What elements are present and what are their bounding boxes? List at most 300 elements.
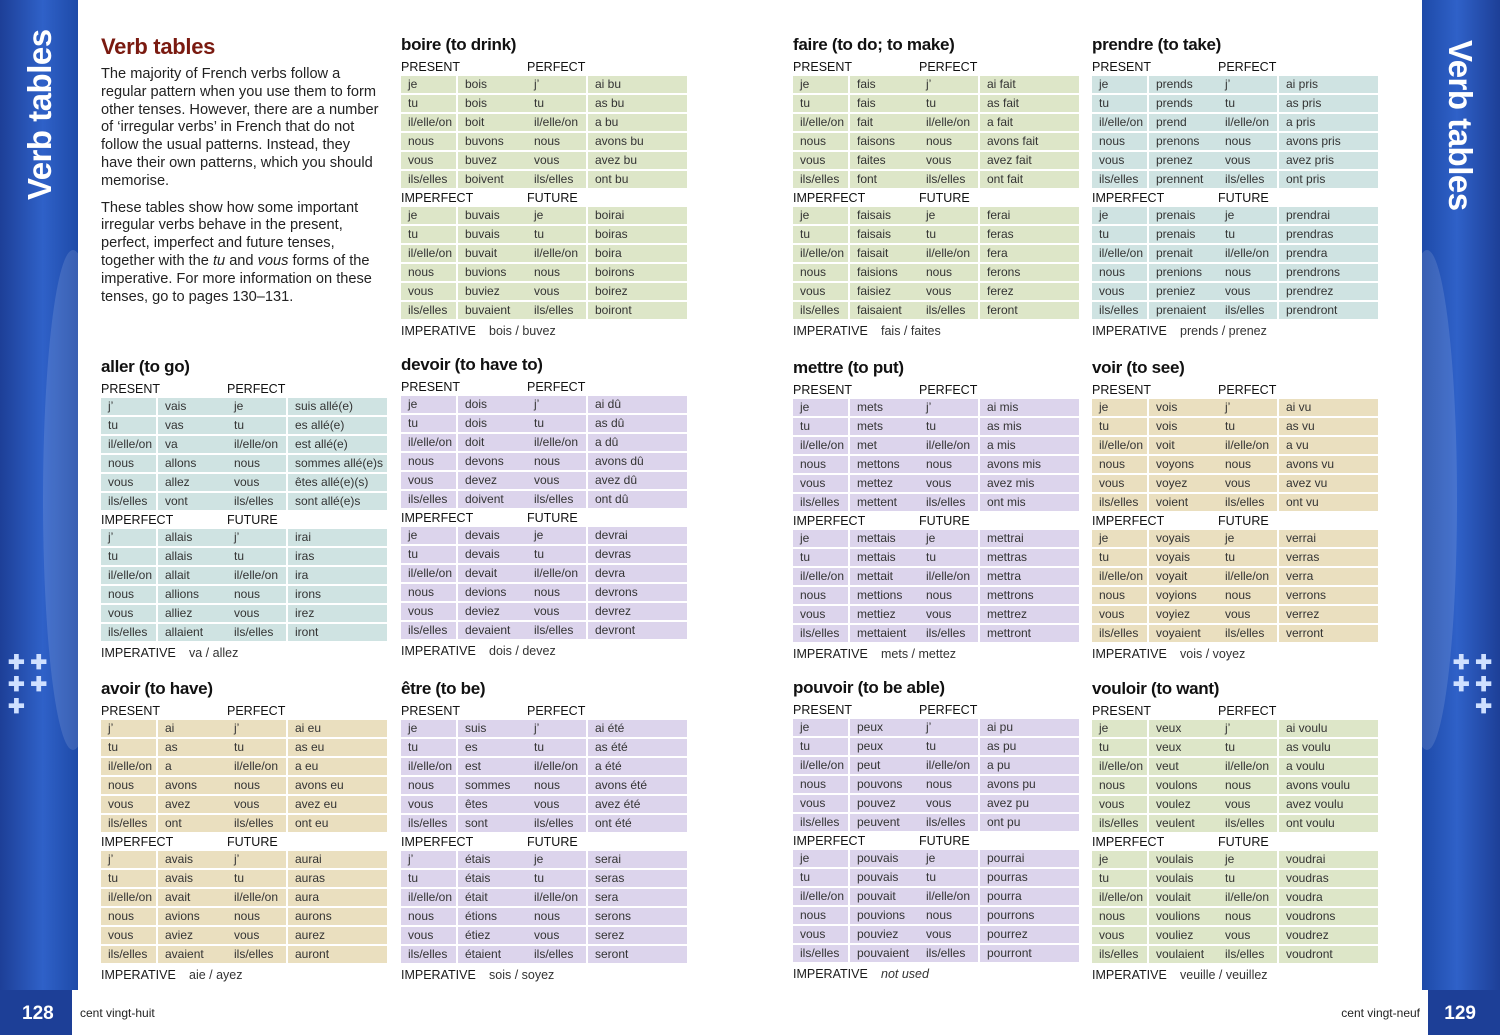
tense-present <box>101 703 227 834</box>
verb-form-cell: étais <box>458 851 527 868</box>
verb-form-cell: mettrez <box>980 606 1079 623</box>
conjugation-row <box>1092 207 1218 224</box>
verb-form-cell: mettez <box>850 475 919 492</box>
tense-present <box>401 379 527 510</box>
conjugation-row <box>401 889 527 906</box>
side-title-left: Verb tables <box>21 29 58 200</box>
tense-imperfect <box>401 834 527 965</box>
conjugation-row <box>527 927 687 944</box>
verb-form-cell: vas <box>158 417 227 434</box>
conjugation-row <box>527 908 687 925</box>
conjugation-row <box>919 95 1079 112</box>
tense-label: PERFECT <box>919 60 978 74</box>
pronoun-cell: vous <box>101 927 156 944</box>
verb-form-cell: pourront <box>980 945 1079 962</box>
verb-form-cell: aura <box>288 889 387 906</box>
tense-imperfect <box>401 510 527 641</box>
verb-form-cell: avez mis <box>980 475 1079 492</box>
pronoun-cell: tu <box>401 226 456 243</box>
tense-present <box>401 703 527 834</box>
verb-title: aller (to go) <box>101 357 190 376</box>
pronoun-cell: j’ <box>1218 399 1277 416</box>
pronoun-cell: vous <box>919 475 978 492</box>
verb-form-cell: fait <box>850 114 919 131</box>
conjugation-row <box>227 720 387 737</box>
pronoun-cell: nous <box>1092 908 1147 925</box>
conjugation-row <box>919 114 1079 131</box>
tense-label: PERFECT <box>527 60 586 74</box>
verb-form-cell: ai bu <box>588 76 687 93</box>
verb-form-cell: devais <box>458 527 527 544</box>
pronoun-cell: tu <box>793 738 848 755</box>
conjugation-row <box>401 152 527 169</box>
conjugation-row <box>401 226 527 243</box>
imperative-row <box>1092 966 1382 984</box>
conjugation-row <box>793 945 919 962</box>
verb-form-cell: va <box>158 436 227 453</box>
tense-imperfect <box>793 190 919 321</box>
conjugation-row <box>227 624 387 641</box>
verb-form-cell: mettrons <box>980 587 1079 604</box>
conjugation-row <box>793 95 919 112</box>
pronoun-cell: tu <box>401 546 456 563</box>
verb-form-cell: pourras <box>980 869 1079 886</box>
tense-present <box>793 702 919 833</box>
verb-form-cell: avez bu <box>588 152 687 169</box>
tense-pair-bottom <box>793 513 1083 644</box>
tense-perfect <box>527 59 687 190</box>
conjugation-row <box>919 494 1079 511</box>
conjugation-row <box>101 493 227 510</box>
conjugation-row <box>401 472 527 489</box>
conjugation-row <box>101 567 227 584</box>
pronoun-cell: vous <box>527 283 586 300</box>
conjugation-row <box>401 114 527 131</box>
pronoun-cell: je <box>1092 76 1147 93</box>
conjugation-row <box>793 625 919 642</box>
conjugation-row <box>919 133 1079 150</box>
verb-form-cell: buvait <box>458 245 527 262</box>
conjugation-row <box>527 527 687 544</box>
verb-form-cell: avons pu <box>980 776 1079 793</box>
conjugation-row <box>1218 456 1378 473</box>
conjugation-row <box>793 814 919 831</box>
conjugation-row <box>101 927 227 944</box>
verb-table-devoir <box>401 354 691 660</box>
pronoun-cell: tu <box>227 870 286 887</box>
conjugation-row <box>1218 418 1378 435</box>
verb-form-cell: allaient <box>158 624 227 641</box>
verb-form-cell: devait <box>458 565 527 582</box>
imperative-label: IMPERATIVE <box>793 967 868 981</box>
pronoun-cell: vous <box>101 796 156 813</box>
tense-pair-top <box>1092 59 1382 190</box>
pronoun-cell: tu <box>1218 870 1277 887</box>
pronoun-cell: ils/elles <box>101 624 156 641</box>
conjugation-row <box>1092 475 1218 492</box>
conjugation-row <box>401 245 527 262</box>
pronoun-cell: vous <box>793 152 848 169</box>
conjugation-row <box>1218 226 1378 243</box>
tense-present <box>1092 703 1218 834</box>
pronoun-cell: nous <box>527 453 586 470</box>
verb-form-cell: a eu <box>288 758 387 775</box>
pronoun-cell: vous <box>527 152 586 169</box>
tense-label: FUTURE <box>527 191 578 205</box>
verb-form-cell: faisiez <box>850 283 919 300</box>
pronoun-cell: tu <box>401 95 456 112</box>
verb-form-cell: mettions <box>850 587 919 604</box>
conjugation-row <box>527 870 687 887</box>
tense-label: PRESENT <box>793 383 853 397</box>
verb-form-cell: seront <box>588 946 687 963</box>
verb-form-cell: avez <box>158 796 227 813</box>
pronoun-cell: ils/elles <box>227 946 286 963</box>
conjugation-row <box>919 926 1079 943</box>
pronoun-cell: il/elle/on <box>401 889 456 906</box>
conjugation-row <box>793 245 919 262</box>
pronoun-cell: je <box>527 851 586 868</box>
pronoun-cell: il/elle/on <box>527 114 586 131</box>
imperative-label: IMPERATIVE <box>793 324 868 338</box>
pronoun-cell: nous <box>793 456 848 473</box>
conjugation-row <box>919 850 1079 867</box>
verb-form-cell: avez dû <box>588 472 687 489</box>
pronoun-cell: j’ <box>401 851 456 868</box>
verb-form-cell: prenait <box>1149 245 1218 262</box>
verb-form-cell: pourra <box>980 888 1079 905</box>
pronoun-cell: nous <box>401 584 456 601</box>
conjugation-row <box>1218 399 1378 416</box>
conjugation-row <box>101 720 227 737</box>
imperative-row <box>1092 645 1382 663</box>
verb-form-cell: prendra <box>1279 245 1378 262</box>
conjugation-row <box>401 453 527 470</box>
pronoun-cell: ils/elles <box>793 494 848 511</box>
conjugation-row <box>101 548 227 565</box>
verb-form-cell: allions <box>158 586 227 603</box>
verb-form-cell: pouvions <box>850 907 919 924</box>
verb-form-cell: met <box>850 437 919 454</box>
verb-title: prendre (to take) <box>1092 35 1222 54</box>
pronoun-cell: vous <box>1218 152 1277 169</box>
pronoun-cell: il/elle/on <box>919 245 978 262</box>
conjugation-row <box>793 114 919 131</box>
tense-present <box>401 59 527 190</box>
tense-label: IMPERFECT <box>793 514 866 528</box>
intro-paragraph-1: The majority of French verbs follow a regular pattern when you use them to form other tenses. However, there are a number of ‘irregular verbs’ in French that do not follow the usual patterns. Instead, they have their own patterns, which you should memorise. <box>101 66 379 189</box>
verb-form-cell: verrons <box>1279 587 1378 604</box>
verb-form-cell: as pris <box>1279 95 1378 112</box>
pronoun-cell: vous <box>793 926 848 943</box>
conjugation-row <box>101 455 227 472</box>
verb-form-cell: avez fait <box>980 152 1079 169</box>
conjugation-row <box>527 758 687 775</box>
tense-label: PRESENT <box>793 703 853 717</box>
conjugation-row <box>1092 739 1218 756</box>
pronoun-cell: il/elle/on <box>919 568 978 585</box>
pronoun-cell: tu <box>919 95 978 112</box>
conjugation-row <box>401 207 527 224</box>
decorative-wave <box>43 250 103 750</box>
pronoun-cell: j’ <box>1218 720 1277 737</box>
tense-imperfect <box>1092 834 1218 965</box>
tense-label: IMPERFECT <box>401 191 474 205</box>
pronoun-cell: il/elle/on <box>101 889 156 906</box>
page-words-right: cent vingt-neuf <box>1341 1006 1420 1020</box>
conjugation-row <box>1092 530 1218 547</box>
verb-form-cell: vais <box>158 398 227 415</box>
verb-form-cell: veut <box>1149 758 1218 775</box>
conjugation-row <box>793 264 919 281</box>
tense-pair-top <box>793 702 1083 833</box>
conjugation-row <box>101 417 227 434</box>
verb-form-cell: a dû <box>588 434 687 451</box>
tense-label: FUTURE <box>527 511 578 525</box>
conjugation-row <box>1218 302 1378 319</box>
tense-pair-bottom <box>101 512 391 643</box>
conjugation-row <box>793 549 919 566</box>
conjugation-row <box>101 529 227 546</box>
verb-form-cell: faites <box>850 152 919 169</box>
pronoun-cell: je <box>1092 207 1147 224</box>
tense-label: PRESENT <box>101 382 161 396</box>
tense-future <box>919 833 1079 964</box>
verb-form-cell: avais <box>158 851 227 868</box>
conjugation-row <box>793 399 919 416</box>
pronoun-cell: j’ <box>527 76 586 93</box>
conjugation-row <box>1218 475 1378 492</box>
verb-form-cell: avons bu <box>588 133 687 150</box>
conjugation-row <box>401 171 527 188</box>
imperative-row <box>1092 322 1382 340</box>
verb-form-cell: prend <box>1149 114 1218 131</box>
verb-form-cell: êtes <box>458 796 527 813</box>
conjugation-row <box>527 226 687 243</box>
conjugation-row <box>401 720 527 737</box>
verb-form-cell: a été <box>588 758 687 775</box>
conjugation-row <box>793 795 919 812</box>
pronoun-cell: vous <box>401 927 456 944</box>
verb-form-cell: font <box>850 171 919 188</box>
conjugation-row <box>793 869 919 886</box>
pronoun-cell: nous <box>919 456 978 473</box>
conjugation-row <box>527 415 687 432</box>
pronoun-cell: ils/elles <box>401 302 456 319</box>
verb-form-cell: avez eu <box>288 796 387 813</box>
pronoun-cell: il/elle/on <box>919 757 978 774</box>
verb-form-cell: faisaient <box>850 302 919 319</box>
verb-form-cell: irons <box>288 586 387 603</box>
verb-table-boire <box>401 34 691 340</box>
pronoun-cell: je <box>793 530 848 547</box>
pronoun-cell: j’ <box>919 399 978 416</box>
verb-form-cell: étaient <box>458 946 527 963</box>
pronoun-cell: il/elle/on <box>527 889 586 906</box>
pronoun-cell: je <box>1218 851 1277 868</box>
verb-form-cell: as <box>158 739 227 756</box>
verb-form-cell: devions <box>458 584 527 601</box>
verb-form-cell: aurai <box>288 851 387 868</box>
verb-form-cell: bois <box>458 95 527 112</box>
decorative-wave <box>1397 250 1457 750</box>
conjugation-row <box>1218 946 1378 963</box>
conjugation-row <box>401 95 527 112</box>
conjugation-row <box>401 302 527 319</box>
conjugation-row <box>527 302 687 319</box>
conjugation-row <box>227 455 387 472</box>
pronoun-cell: il/elle/on <box>1092 245 1147 262</box>
conjugation-row <box>527 796 687 813</box>
conjugation-row <box>919 530 1079 547</box>
pronoun-cell: tu <box>527 739 586 756</box>
verb-form-cell: voudrai <box>1279 851 1378 868</box>
conjugation-row <box>1218 927 1378 944</box>
tense-label: PERFECT <box>919 703 978 717</box>
verb-form-cell: as été <box>588 739 687 756</box>
pronoun-cell: tu <box>1218 226 1277 243</box>
conjugation-row <box>793 850 919 867</box>
pronoun-cell: ils/elles <box>1092 494 1147 511</box>
pronoun-cell: nous <box>227 777 286 794</box>
conjugation-row <box>1218 777 1378 794</box>
verb-form-cell: voulions <box>1149 908 1218 925</box>
conjugation-row <box>919 418 1079 435</box>
verb-form-cell: vont <box>158 493 227 510</box>
pronoun-cell: vous <box>919 283 978 300</box>
tense-label: FUTURE <box>227 835 278 849</box>
verb-form-cell: verra <box>1279 568 1378 585</box>
pronoun-cell: nous <box>401 908 456 925</box>
tense-pair-top <box>793 59 1083 190</box>
pronoun-cell: il/elle/on <box>401 245 456 262</box>
imperative-row <box>401 966 691 984</box>
verb-form-cell: verront <box>1279 625 1378 642</box>
conjugation-row <box>1092 152 1218 169</box>
pronoun-cell: je <box>401 207 456 224</box>
imperative-value: aie / ayez <box>189 968 243 982</box>
conjugation-row <box>227 398 387 415</box>
verb-table-vouloir <box>1092 678 1382 984</box>
verb-form-cell: es allé(e) <box>288 417 387 434</box>
pronoun-cell: tu <box>1218 739 1277 756</box>
pronoun-cell: vous <box>527 796 586 813</box>
pronoun-cell: il/elle/on <box>227 758 286 775</box>
pronoun-cell: tu <box>1092 549 1147 566</box>
tense-label: IMPERFECT <box>1092 191 1165 205</box>
conjugation-row <box>101 815 227 832</box>
pronoun-cell: nous <box>919 133 978 150</box>
pronoun-cell: tu <box>101 548 156 565</box>
verb-form-cell: as bu <box>588 95 687 112</box>
verb-form-cell: allons <box>158 455 227 472</box>
conjugation-row <box>1218 494 1378 511</box>
pronoun-cell: ils/elles <box>793 945 848 962</box>
tense-label: IMPERFECT <box>1092 514 1165 528</box>
tense-perfect <box>527 379 687 510</box>
pronoun-cell: ils/elles <box>101 815 156 832</box>
verb-table-faire <box>793 34 1083 340</box>
verb-form-cell: prendront <box>1279 302 1378 319</box>
pronoun-cell: vous <box>1218 606 1277 623</box>
pronoun-cell: vous <box>401 472 456 489</box>
verb-form-cell: ont <box>158 815 227 832</box>
pronoun-cell: je <box>401 720 456 737</box>
pronoun-cell: tu <box>401 870 456 887</box>
pronoun-cell: vous <box>527 603 586 620</box>
conjugation-row <box>793 283 919 300</box>
verb-title: voir (to see) <box>1092 358 1185 377</box>
conjugation-row <box>401 739 527 756</box>
conjugation-row <box>1218 815 1378 832</box>
verb-form-cell: avons fait <box>980 133 1079 150</box>
tense-pair-bottom <box>1092 513 1382 644</box>
pronoun-cell: ils/elles <box>919 494 978 511</box>
verb-form-cell: êtes allé(e)(s) <box>288 474 387 491</box>
verb-form-cell: prenais <box>1149 226 1218 243</box>
imperative-label: IMPERATIVE <box>793 647 868 661</box>
verb-form-cell: irez <box>288 605 387 622</box>
conjugation-row <box>401 777 527 794</box>
pronoun-cell: ils/elles <box>227 815 286 832</box>
conjugation-row <box>227 946 387 963</box>
tense-label: IMPERFECT <box>793 191 866 205</box>
verb-form-cell: voyait <box>1149 568 1218 585</box>
pronoun-cell: je <box>1218 207 1277 224</box>
pronoun-cell: il/elle/on <box>1218 889 1277 906</box>
pronoun-cell: ils/elles <box>919 625 978 642</box>
pronoun-cell: je <box>527 207 586 224</box>
verb-form-cell: fera <box>980 245 1079 262</box>
pronoun-cell: ils/elles <box>1218 625 1277 642</box>
tense-imperfect <box>793 833 919 964</box>
tense-label: PERFECT <box>227 704 286 718</box>
conjugation-row <box>1092 95 1218 112</box>
verb-form-cell: a <box>158 758 227 775</box>
tense-label: PRESENT <box>401 380 461 394</box>
verb-form-cell: veux <box>1149 739 1218 756</box>
conjugation-row <box>793 302 919 319</box>
verb-form-cell: a voulu <box>1279 758 1378 775</box>
intro-section <box>101 34 381 315</box>
conjugation-row <box>1092 114 1218 131</box>
pronoun-cell: nous <box>401 777 456 794</box>
imperative-value: not used <box>881 967 929 981</box>
conjugation-row <box>919 171 1079 188</box>
pronoun-cell: il/elle/on <box>1092 114 1147 131</box>
conjugation-row <box>1092 133 1218 150</box>
pronoun-cell: il/elle/on <box>401 434 456 451</box>
verb-form-cell: ferez <box>980 283 1079 300</box>
pronoun-cell: je <box>793 207 848 224</box>
pronoun-cell: tu <box>793 95 848 112</box>
pronoun-cell: il/elle/on <box>1218 437 1277 454</box>
pronoun-cell: je <box>401 396 456 413</box>
verb-table-voir <box>1092 357 1382 663</box>
verb-title: boire (to drink) <box>401 35 517 54</box>
pronoun-cell: il/elle/on <box>793 568 848 585</box>
imperative-label: IMPERATIVE <box>1092 968 1167 982</box>
verb-form-cell: serons <box>588 908 687 925</box>
verb-form-cell: voudras <box>1279 870 1378 887</box>
conjugation-row <box>227 586 387 603</box>
pronoun-cell: nous <box>101 586 156 603</box>
verb-form-cell: voyais <box>1149 530 1218 547</box>
verb-form-cell: boirai <box>588 207 687 224</box>
verb-form-cell: prendras <box>1279 226 1378 243</box>
conjugation-row <box>527 565 687 582</box>
conjugation-row <box>101 758 227 775</box>
